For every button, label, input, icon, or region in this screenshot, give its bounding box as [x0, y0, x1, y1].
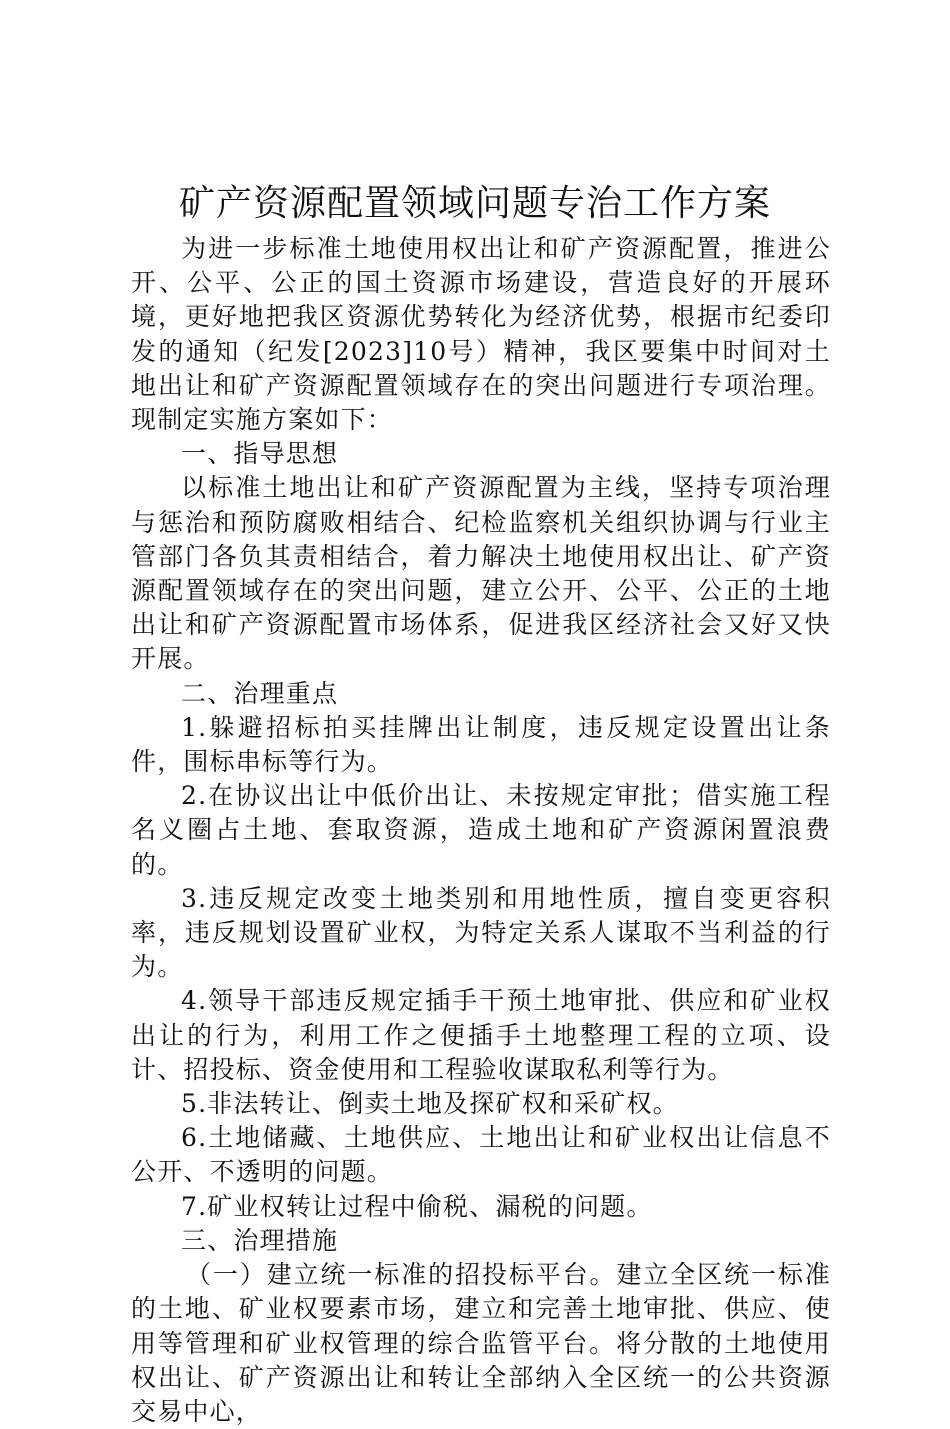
intro-paragraph: 为进一步标准土地使用权出让和矿产资源配置，推进公开、公平、公正的国土资源市场建设，营造良好的开展环境，更好地把我区资源优势转化为经济优势，根据市纪委印发的通知（纪发[2023]10号）精神，我区要集中时间对土地出让和矿产资源配置领域存在的突出问题进行专项治理。现制定实施方案如下：	[131, 234, 831, 435]
guiding-ideology-paragraph: 以标准土地出让和矿产资源配置为主线，坚持专项治理与惩治和预防腐败相结合、纪检监察机关组织协调与行业主管部门各负其责相结合，着力解决土地使用权出让、矿产资源配置领域存在的突出问题，建立公开、公平、公正的土地出让和矿产资源配置市场体系，促进我区经济社会又好又快开展。	[131, 473, 831, 674]
focus-item-6: 6.土地储藏、土地供应、土地出让和矿业权出让信息不公开、不透明的问题。	[131, 1123, 831, 1187]
focus-item-1: 1.躲避招标拍买挂牌出让制度，违反规定设置出让条件，围标串标等行为。	[131, 712, 831, 777]
focus-item-3: 3.违反规定改变土地类别和用地性质，擅自变更容积率，违反规划设置矿业权，为特定关系人谋取不当利益的行为。	[131, 883, 831, 982]
section-heading-governance-focus: 二、治理重点	[181, 678, 339, 708]
focus-item-7: 7.矿业权转让过程中偷税、漏税的问题。	[181, 1191, 653, 1221]
focus-item-5: 5.非法转让、倒卖土地及探矿权和采矿权。	[181, 1089, 679, 1119]
focus-item-4: 4.领导干部违反规定插手干预土地审批、供应和矿业权出让的行为，利用工作之便插手土地整理工程的立项、设计、招投标、资金使用和工程验收谋取私利等行为。	[131, 986, 831, 1084]
section-heading-guiding-ideology: 一、指导思想	[181, 439, 339, 469]
document-title: 矿产资源配置领域问题专治工作方案	[178, 183, 771, 224]
section-heading-governance-measures: 三、治理措施	[181, 1225, 339, 1255]
focus-item-2: 2.在协议出让中低价出让、未按规定审批；借实施工程名义圈占土地、套取资源，造成土地和矿产资源闲置浪费的。	[131, 781, 831, 879]
measure-paragraph-1: （一）建立统一标准的招投标平台。建立全区统一标准的土地、矿业权要素市场，建立和完善土地审批、供应、使用等管理和矿业权管理的综合监管平台。将分散的土地使用权出让、矿产资源出让和转让全部纳入全区统一的公共资源交易中心，	[131, 1260, 831, 1426]
document-body	[131, 232, 831, 1429]
